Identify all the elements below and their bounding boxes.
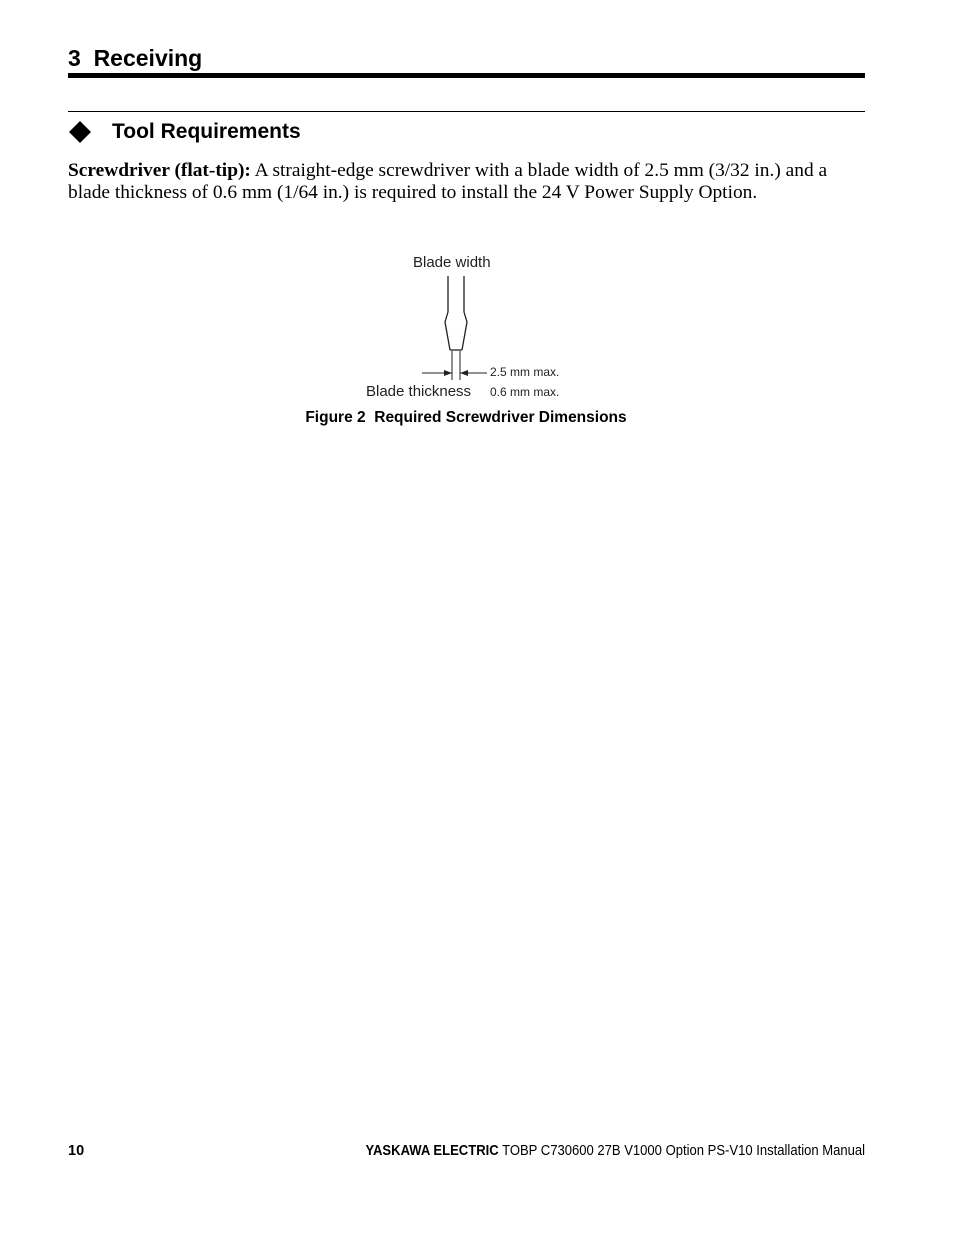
blade-width-value: 2.5 mm max. xyxy=(490,365,560,379)
blade-thickness-label: Blade thickness xyxy=(366,383,472,400)
footer-document-title xyxy=(365,1142,865,1160)
figure-caption: Figure 2 Required Screwdriver Dimensions xyxy=(305,409,627,426)
screwdriver-figure xyxy=(340,248,600,408)
paragraph-lead: Screwdriver (flat-tip): xyxy=(68,160,251,181)
footer-doc-title: TOBP C730600 27B V1000 Option PS-V10 Installation Manual xyxy=(498,1143,865,1159)
page-number: 10 xyxy=(68,1143,85,1159)
diamond-bullet-icon xyxy=(68,120,92,144)
chapter-rule xyxy=(68,73,865,78)
body-paragraph xyxy=(68,160,868,203)
blade-thickness-value: 0.6 mm max. xyxy=(490,385,560,399)
blade-width-label: Blade width xyxy=(413,254,491,271)
paragraph-text: A straight-edge screwdriver with a blade width of 2.5 mm (3/32 in.) and a blade thickness of 0.6 mm (1/64 in.) is required to install the 24 V Power Supply Option. xyxy=(68,160,828,203)
section-rule xyxy=(68,111,865,112)
section-heading xyxy=(68,117,301,147)
section-title: Tool Requirements xyxy=(112,120,301,143)
footer-brand: YASKAWA ELECTRIC xyxy=(365,1143,499,1159)
chapter-title: 3 Receiving xyxy=(68,45,203,71)
